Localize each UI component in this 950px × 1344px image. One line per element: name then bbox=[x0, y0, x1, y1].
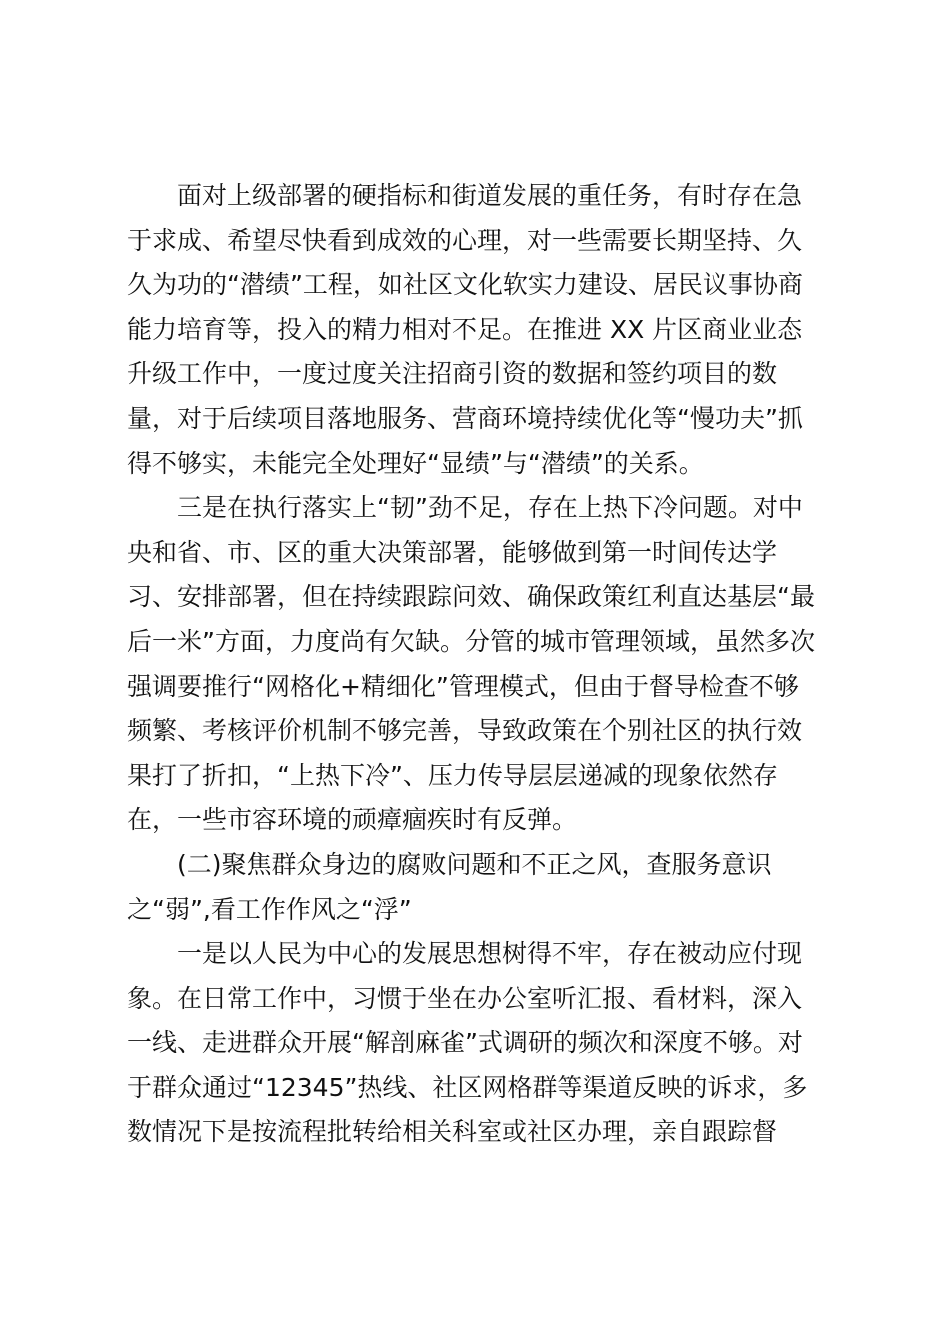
paragraph-line: 在，一些市容环境的顽瘴痼疾时有反弹。 bbox=[127, 805, 578, 835]
section-heading-line: (二)聚焦群众身边的腐败问题和不正之风，查服务意识 bbox=[177, 849, 772, 879]
paragraph-line: 量，对于后续项目落地服务、营商环境持续优化等“慢功夫”抓 bbox=[127, 403, 803, 433]
paragraph-line: 于求成、希望尽快看到成效的心理，对一些需要长期坚持、久 bbox=[127, 225, 803, 255]
paragraph-line: 久为功的“潜绩”工程，如社区文化软实力建设、居民议事协商 bbox=[127, 270, 803, 300]
paragraph-line: 一是以人民为中心的发展思想树得不牢，存在被动应付现 bbox=[177, 939, 803, 969]
paragraph-line: 央和省、市、区的重大决策部署，能够做到第一时间传达学 bbox=[127, 537, 778, 567]
paragraph-line: 象。在日常工作中，习惯于坐在办公室听汇报、看材料，深入 bbox=[127, 983, 803, 1013]
paragraph-line: 三是在执行落实上“韧”劲不足，存在上热下冷问题。对中 bbox=[177, 493, 803, 523]
paragraph-line: 后一米”方面，力度尚有欠缺。分管的城市管理领域，虽然多次 bbox=[127, 626, 815, 656]
paragraph-line: 数情况下是按流程批转给相关科室或社区办理，亲自跟踪督 bbox=[127, 1117, 778, 1147]
paragraph-line: 果打了折扣，“上热下冷”、压力传导层层递减的现象依然存 bbox=[127, 760, 778, 790]
paragraph-line: 得不够实，未能完全处理好“显绩”与“潜绩”的关系。 bbox=[127, 448, 704, 478]
paragraph-line: 于群众通过“12345”热线、社区网格群等渠道反映的诉求，多 bbox=[127, 1072, 808, 1102]
paragraph-line: 面对上级部署的硬指标和街道发展的重任务，有时存在急 bbox=[177, 181, 803, 210]
paragraph-line: 一线、走进群众开展“解剖麻雀”式调研的频次和深度不够。对 bbox=[127, 1028, 803, 1058]
section-heading-line: 之“弱”,看工作作风之“浮” bbox=[127, 894, 412, 924]
paragraph-line: 习、安排部署，但在持续跟踪问效、确保政策红利直达基层“最 bbox=[127, 582, 815, 612]
document-body bbox=[127, 174, 837, 1155]
paragraph-line: 升级工作中，一度过度关注招商引资的数据和签约项目的数 bbox=[127, 359, 778, 389]
paragraph-line: 频繁、考核评价机制不够完善，导致政策在个别社区的执行效 bbox=[127, 716, 803, 746]
paragraph-line: 强调要推行“网格化+精细化”管理模式，但由于督导检查不够 bbox=[127, 671, 799, 701]
paragraph-line: 能力培育等，投入的精力相对不足。在推进 XX 片区商业业态 bbox=[127, 314, 803, 344]
